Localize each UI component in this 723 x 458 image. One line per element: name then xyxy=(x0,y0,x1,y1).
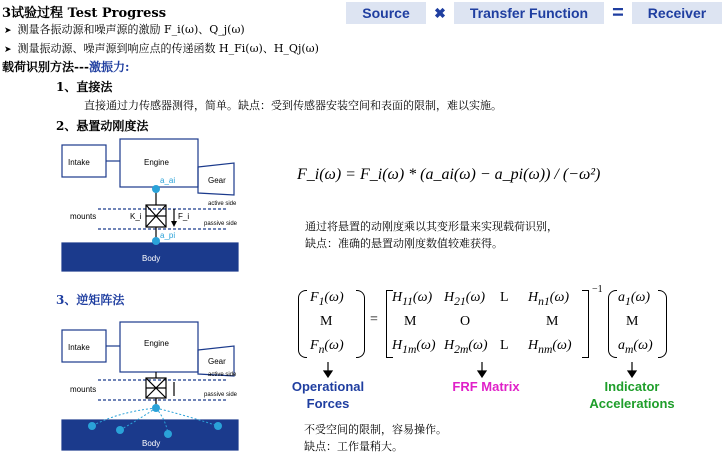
api-dot xyxy=(152,237,160,245)
banner-source: Source xyxy=(346,2,426,24)
passive-side-label: passive side xyxy=(204,221,238,227)
banner-transfer: Transfer Function xyxy=(454,2,604,24)
operational-forces-label: Operational Forces xyxy=(291,379,365,411)
banner-receiver: Receiver xyxy=(632,2,722,24)
ki-label: K_i xyxy=(130,212,142,221)
inverse-desc-2: 缺点：工作量稍大。 xyxy=(304,440,403,453)
banner-times-icon: ✖ xyxy=(426,2,454,24)
inverse-method-title: 3、逆矩阵法 xyxy=(56,293,125,307)
page-title: 3试验过程 Test Progress xyxy=(2,6,167,21)
body-label: Body xyxy=(142,254,161,263)
engine-label: Engine xyxy=(144,158,169,167)
body-label-2: Body xyxy=(142,439,161,448)
gear-label-2: Gear xyxy=(208,357,226,366)
active-side-label: active side xyxy=(208,201,237,207)
api-label: a_pi xyxy=(160,231,176,240)
engine-label-2: Engine xyxy=(144,339,169,348)
active-side-label-2: active side xyxy=(208,372,237,378)
mount-desc-1: 通过将悬置的动刚度乘以其变形量来实现载荷识别， xyxy=(305,220,558,233)
mount-diagram xyxy=(58,137,248,275)
passive-side-label-2: passive side xyxy=(204,392,238,398)
inverse-matrix-equation: $F_1(\omega)$ M $F_n(\omega)$ = $H_{11}(\omega)$ $H_{21}(\omega)$ L $H_{n1}(\omega)$ M O M $H_{1m}(\omega)$ $H_{2m}(\omega)$ L $H_{nm}(\omega)$ −1 $a_1(\omega)$ M $a_m(\omega)$ xyxy=(296,286,668,362)
equation-banner xyxy=(346,2,722,26)
aai-label: a_ai xyxy=(160,176,176,185)
arrow-bullet-icon: ➤ xyxy=(4,26,12,36)
direct-method-desc: 直接通过力传感器测得，简单。缺点：受到传感器安装空间和表面的限制，难以实施。 xyxy=(84,99,502,112)
fi-label: F_i xyxy=(178,212,190,221)
banner-equals-icon: = xyxy=(604,2,632,24)
bullet-1: ➤ 测量各振动源和噪声源的激励 F_i(ω)、Q_j(ω) xyxy=(4,23,245,36)
equation-arrows xyxy=(296,362,668,378)
mounts-label-2: mounts xyxy=(70,385,97,394)
mount-formula: F_i(ω) = F_i(ω) * (a_ai(ω) − a_pi(ω)) / (−ω²) xyxy=(297,166,601,183)
mounts-label: mounts xyxy=(70,212,97,221)
intake-label: Intake xyxy=(68,158,90,167)
intake-label-2: Intake xyxy=(68,343,90,352)
frf-matrix-label: FRF Matrix xyxy=(452,379,520,394)
arrow-bullet-icon: ➤ xyxy=(4,45,12,55)
aai-dot xyxy=(152,185,160,193)
method-heading: 载荷识别方法---激振力: xyxy=(2,60,130,74)
inverse-desc-1: 不受空间的限制，容易操作。 xyxy=(304,423,447,436)
direct-method-title: 1、直接法 xyxy=(56,80,113,94)
bullet-2: ➤ 测量振动源、噪声源到响应点的传递函数 H_Fi(ω)、H_Qj(ω) xyxy=(4,42,319,55)
indicator-accelerations-label: Indicator Accelerations xyxy=(589,379,675,411)
gear-label: Gear xyxy=(208,176,226,185)
mount-desc-2: 缺点：准确的悬置动刚度数值较难获得。 xyxy=(305,237,503,250)
inverse-diagram xyxy=(58,316,248,454)
mount-method-title: 2、悬置动刚度法 xyxy=(56,119,149,133)
